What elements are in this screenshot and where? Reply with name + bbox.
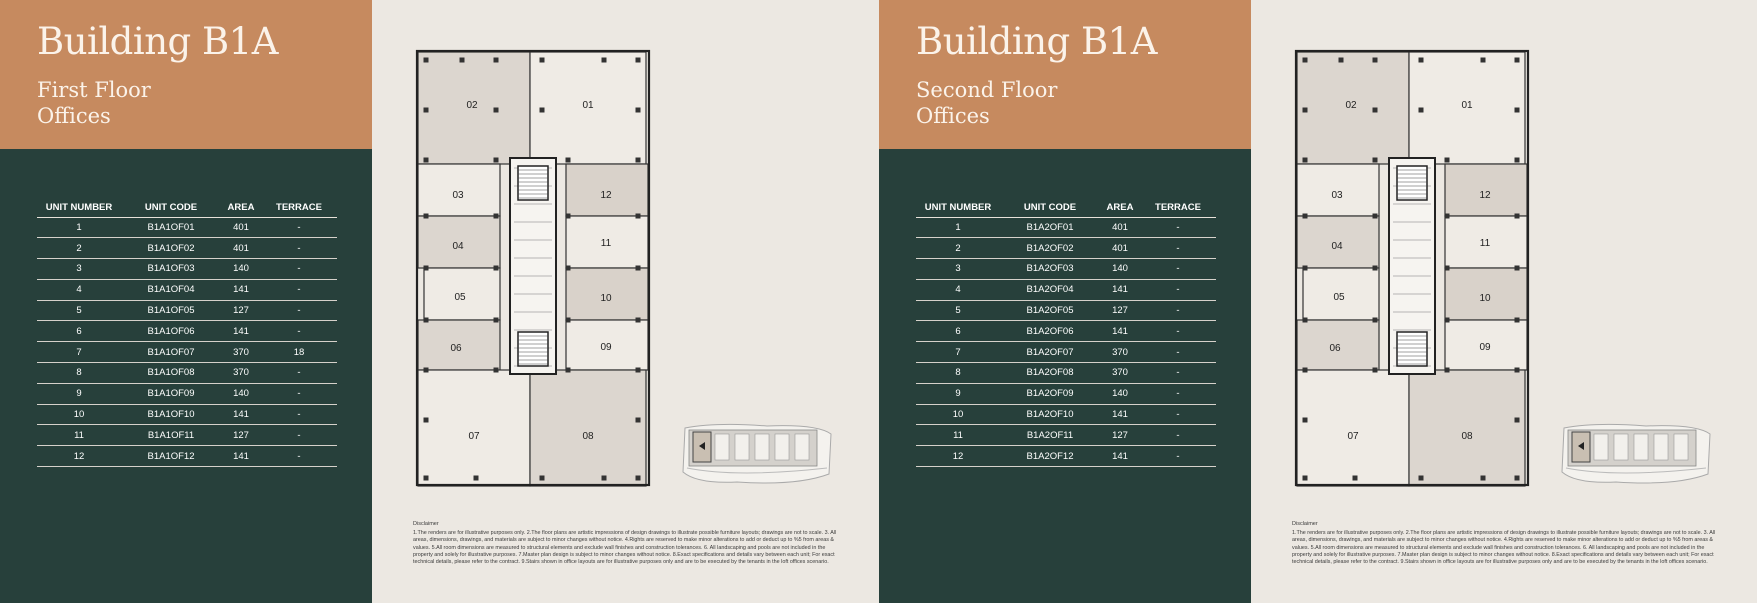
column <box>424 58 429 63</box>
column <box>1373 108 1378 113</box>
unit-code-cell: B1A1OF07 <box>121 342 221 363</box>
area-cell: 141 <box>221 404 261 425</box>
column <box>1303 58 1308 63</box>
floor-plan-drawing <box>414 48 652 488</box>
column <box>1303 266 1308 271</box>
unit-code-cell: B1A1OF12 <box>121 446 221 467</box>
column <box>1353 476 1358 481</box>
key-plan <box>677 420 835 490</box>
column <box>1373 266 1378 271</box>
terrace-cell: - <box>1140 300 1216 321</box>
unit-code-cell: B1A1OF01 <box>121 217 221 238</box>
office-unit-area <box>1409 370 1525 486</box>
terrace-cell: - <box>261 300 337 321</box>
unit-code-cell: B1A2OF01 <box>1000 217 1100 238</box>
key-plan-building <box>1614 434 1628 460</box>
unit-label: 08 <box>582 431 594 442</box>
unit-code-cell: B1A2OF11 <box>1000 425 1100 446</box>
column <box>494 214 499 219</box>
table-row <box>916 238 1216 259</box>
column <box>1515 318 1520 323</box>
table-row <box>37 363 337 384</box>
terrace-cell: 18 <box>261 342 337 363</box>
unit-number-cell: 11 <box>37 425 121 446</box>
terrace-cell: - <box>261 425 337 446</box>
column <box>1515 108 1520 113</box>
table-row <box>916 279 1216 300</box>
column <box>602 58 607 63</box>
column <box>1515 214 1520 219</box>
column <box>1303 108 1308 113</box>
key-plan <box>1556 420 1714 490</box>
unit-label: 01 <box>582 100 594 111</box>
area-cell: 127 <box>1100 300 1140 321</box>
unit-table-header <box>916 199 1216 217</box>
title-band <box>879 0 1251 149</box>
terrace-cell: - <box>261 217 337 238</box>
office-unit-area <box>1297 370 1409 486</box>
floor-name: Second Floor <box>916 78 1058 102</box>
table-row <box>37 425 337 446</box>
column <box>494 318 499 323</box>
key-plan-drawing <box>677 420 835 490</box>
terrace-cell: - <box>261 383 337 404</box>
unit-table-body <box>37 217 337 467</box>
header-area: AREA <box>221 199 261 217</box>
terrace-cell: - <box>261 404 337 425</box>
unit-label: 02 <box>466 100 478 111</box>
column <box>1445 318 1450 323</box>
terrace-cell: - <box>1140 446 1216 467</box>
key-plan-building <box>1594 434 1608 460</box>
unit-number-cell: 9 <box>916 383 1000 404</box>
unit-number-cell: 7 <box>916 342 1000 363</box>
column <box>424 158 429 163</box>
table-row <box>37 321 337 342</box>
unit-table <box>37 199 337 467</box>
column <box>1303 476 1308 481</box>
column <box>540 58 545 63</box>
office-unit-area <box>418 370 530 486</box>
column <box>636 158 641 163</box>
unit-code-cell: B1A2OF06 <box>1000 321 1100 342</box>
column <box>566 318 571 323</box>
area-cell: 370 <box>1100 342 1140 363</box>
unit-table-header <box>37 199 337 217</box>
table-row <box>37 217 337 238</box>
table-row <box>37 300 337 321</box>
column <box>424 214 429 219</box>
area-cell: 141 <box>1100 279 1140 300</box>
table-row <box>916 321 1216 342</box>
column <box>1303 158 1308 163</box>
unit-label: 11 <box>1479 238 1491 249</box>
disclaimer-text: 1.The renders are for illustrative purposes only. 2.The floor plans are artistic impressions of design drawings to illustrate possible furniture layouts; drawings are not to scale. 3. All areas, dimensions, drawings, and materials are subject to minor changes without notice. 4.Rights are reserved to make minor alterations to add or deduct up to %5 from areas & values. 5.All room dimensions are measured to structural elements and exclude wall finishes and construction tolerances. 6. All landscaping and pools are not included in the property and solely for illustrative purposes. 7.Master plan design is subject to minor changes without notice. 8.Exact specifications and details vary between each unit; For exact technical details, please refer to the contract. 9.Stairs shown in office layouts are for illustrative purposes only and are to be executed by the tenants in the loft offices scenario. <box>1292 530 1716 566</box>
unit-number-cell: 12 <box>37 446 121 467</box>
header-terrace: TERRACE <box>261 199 337 217</box>
unit-code-cell: B1A1OF11 <box>121 425 221 446</box>
unit-label: 06 <box>450 343 462 354</box>
table-row <box>37 446 337 467</box>
area-cell: 401 <box>1100 238 1140 259</box>
terrace-cell: - <box>1140 321 1216 342</box>
brochure-page-second-floor <box>879 0 1757 603</box>
unit-number-cell: 4 <box>37 279 121 300</box>
terrace-cell: - <box>261 238 337 259</box>
table-row <box>916 217 1216 238</box>
unit-number-cell: 7 <box>37 342 121 363</box>
unit-label: 10 <box>1479 293 1491 304</box>
column <box>424 476 429 481</box>
area-cell: 127 <box>221 425 261 446</box>
column <box>636 58 641 63</box>
column <box>1373 318 1378 323</box>
key-plan-building <box>1674 434 1688 460</box>
terrace-cell: - <box>261 321 337 342</box>
terrace-cell: - <box>261 279 337 300</box>
unit-number-cell: 9 <box>37 383 121 404</box>
column <box>1303 418 1308 423</box>
unit-number-cell: 3 <box>37 259 121 280</box>
header-area: AREA <box>1100 199 1140 217</box>
unit-label: 11 <box>600 238 612 249</box>
unit-table <box>916 199 1216 467</box>
column <box>494 58 499 63</box>
column <box>1445 266 1450 271</box>
stair-core <box>1397 332 1427 366</box>
unit-number-cell: 5 <box>37 300 121 321</box>
building-title: Building B1A <box>37 20 278 63</box>
unit-label: 09 <box>600 342 612 353</box>
unit-schedule-panel <box>0 0 372 603</box>
unit-number-cell: 6 <box>916 321 1000 342</box>
unit-code-cell: B1A1OF10 <box>121 404 221 425</box>
area-cell: 140 <box>1100 259 1140 280</box>
column <box>1303 368 1308 373</box>
column <box>566 266 571 271</box>
column <box>1515 158 1520 163</box>
area-cell: 127 <box>1100 425 1140 446</box>
unit-label: 04 <box>1331 241 1343 252</box>
column <box>1445 158 1450 163</box>
terrace-cell: - <box>1140 363 1216 384</box>
table-row <box>37 259 337 280</box>
unit-code-cell: B1A2OF04 <box>1000 279 1100 300</box>
unit-number-cell: 2 <box>37 238 121 259</box>
brochure-page-first-floor <box>0 0 878 603</box>
column <box>1303 214 1308 219</box>
unit-label: 01 <box>1461 100 1473 111</box>
column <box>602 476 607 481</box>
terrace-cell: - <box>1140 342 1216 363</box>
key-plan-building <box>735 434 749 460</box>
area-cell: 141 <box>221 279 261 300</box>
area-cell: 370 <box>1100 363 1140 384</box>
terrace-cell: - <box>1140 238 1216 259</box>
column <box>636 418 641 423</box>
table-row <box>916 446 1216 467</box>
unit-label: 03 <box>1331 190 1343 201</box>
column <box>540 476 545 481</box>
table-row <box>916 363 1216 384</box>
key-plan-drawing <box>1556 420 1714 490</box>
area-cell: 127 <box>221 300 261 321</box>
key-plan-building <box>775 434 789 460</box>
area-cell: 141 <box>1100 446 1140 467</box>
column <box>1373 214 1378 219</box>
unit-code-cell: B1A2OF07 <box>1000 342 1100 363</box>
unit-code-cell: B1A1OF04 <box>121 279 221 300</box>
unit-label: 05 <box>454 292 466 303</box>
building-title: Building B1A <box>916 20 1157 63</box>
column <box>636 214 641 219</box>
unit-code-cell: B1A1OF09 <box>121 383 221 404</box>
table-row <box>916 404 1216 425</box>
header-unit-code: UNIT CODE <box>1000 199 1100 217</box>
column <box>566 368 571 373</box>
disclaimer-title: Disclaimer <box>413 521 439 527</box>
unit-code-cell: B1A2OF05 <box>1000 300 1100 321</box>
unit-number-cell: 10 <box>916 404 1000 425</box>
terrace-cell: - <box>1140 217 1216 238</box>
column <box>1445 214 1450 219</box>
unit-number-cell: 1 <box>916 217 1000 238</box>
area-cell: 401 <box>221 238 261 259</box>
column <box>424 266 429 271</box>
column <box>566 214 571 219</box>
unit-label: 10 <box>600 293 612 304</box>
terrace-cell: - <box>1140 425 1216 446</box>
area-cell: 140 <box>221 259 261 280</box>
table-row <box>916 383 1216 404</box>
column <box>424 368 429 373</box>
table-row <box>37 404 337 425</box>
unit-code-cell: B1A2OF10 <box>1000 404 1100 425</box>
floor-plan <box>1293 48 1531 488</box>
unit-number-cell: 3 <box>916 259 1000 280</box>
floor-plan <box>414 48 652 488</box>
floor-plan-area <box>372 0 878 603</box>
floor-use: Offices <box>916 104 990 128</box>
key-plan-building <box>755 434 769 460</box>
terrace-cell: - <box>261 363 337 384</box>
key-plan-building <box>715 434 729 460</box>
unit-label: 03 <box>452 190 464 201</box>
terrace-cell: - <box>1140 279 1216 300</box>
unit-label: 04 <box>452 241 464 252</box>
key-plan-building <box>795 434 809 460</box>
disclaimer-title: Disclaimer <box>1292 521 1318 527</box>
column <box>1373 158 1378 163</box>
table-row <box>37 342 337 363</box>
unit-number-cell: 11 <box>916 425 1000 446</box>
column <box>474 476 479 481</box>
column <box>1419 108 1424 113</box>
area-cell: 401 <box>221 217 261 238</box>
column <box>1515 368 1520 373</box>
unit-table-body <box>916 217 1216 467</box>
column <box>1339 58 1344 63</box>
column <box>1303 318 1308 323</box>
unit-code-cell: B1A1OF05 <box>121 300 221 321</box>
floor-name: First Floor <box>37 78 151 102</box>
area-cell: 141 <box>1100 404 1140 425</box>
table-row <box>916 259 1216 280</box>
unit-code-cell: B1A2OF08 <box>1000 363 1100 384</box>
table-row <box>916 342 1216 363</box>
area-cell: 141 <box>1100 321 1140 342</box>
terrace-cell: - <box>261 446 337 467</box>
title-band <box>0 0 372 149</box>
unit-label: 09 <box>1479 342 1491 353</box>
column <box>1481 58 1486 63</box>
table-row <box>916 425 1216 446</box>
header-unit-code: UNIT CODE <box>121 199 221 217</box>
unit-number-cell: 8 <box>916 363 1000 384</box>
unit-number-cell: 2 <box>916 238 1000 259</box>
unit-number-cell: 10 <box>37 404 121 425</box>
unit-label: 07 <box>1347 431 1359 442</box>
column <box>460 58 465 63</box>
column <box>1515 266 1520 271</box>
unit-code-cell: B1A1OF03 <box>121 259 221 280</box>
unit-schedule-panel <box>879 0 1251 603</box>
terrace-cell: - <box>261 259 337 280</box>
unit-number-cell: 1 <box>37 217 121 238</box>
unit-label: 07 <box>468 431 480 442</box>
unit-code-cell: B1A1OF08 <box>121 363 221 384</box>
column <box>1373 368 1378 373</box>
column <box>494 368 499 373</box>
column <box>424 418 429 423</box>
area-cell: 370 <box>221 342 261 363</box>
office-unit-area <box>530 370 646 486</box>
terrace-cell: - <box>1140 404 1216 425</box>
area-cell: 140 <box>1100 383 1140 404</box>
disclaimer-text: 1.The renders are for illustrative purposes only. 2.The floor plans are artistic impressions of design drawings to illustrate possible furniture layouts; drawings are not to scale. 3. All areas, dimensions, drawings, and materials are subject to minor changes without notice. 4.Rights are reserved to make minor alterations to add or deduct up to %5 from areas & values. 5.All room dimensions are measured to structural elements and exclude wall finishes and construction tolerances. 6. All landscaping and pools are not included in the property and solely for illustrative purposes. 7.Master plan design is subject to minor changes without notice. 8.Exact specifications and details vary between each unit; For exact technical details, please refer to the contract. 9.Stairs shown in office layouts are for illustrative purposes only and are to be executed by the tenants in the loft offices scenario. <box>413 530 837 566</box>
area-cell: 141 <box>221 446 261 467</box>
table-row <box>37 279 337 300</box>
table-row <box>37 238 337 259</box>
area-cell: 401 <box>1100 217 1140 238</box>
stair-core <box>1397 166 1427 200</box>
area-cell: 140 <box>221 383 261 404</box>
column <box>494 108 499 113</box>
floor-use: Offices <box>37 104 111 128</box>
column <box>1419 476 1424 481</box>
column <box>1515 476 1520 481</box>
unit-number-cell: 8 <box>37 363 121 384</box>
column <box>636 476 641 481</box>
floor-plan-drawing <box>1293 48 1531 488</box>
stair-core <box>518 332 548 366</box>
column <box>1445 368 1450 373</box>
column <box>636 368 641 373</box>
unit-code-cell: B1A1OF06 <box>121 321 221 342</box>
column <box>566 158 571 163</box>
column <box>1481 476 1486 481</box>
unit-code-cell: B1A2OF12 <box>1000 446 1100 467</box>
table-row <box>916 300 1216 321</box>
column <box>424 108 429 113</box>
column <box>494 158 499 163</box>
area-cell: 370 <box>221 363 261 384</box>
unit-number-cell: 5 <box>916 300 1000 321</box>
column <box>636 318 641 323</box>
column <box>636 266 641 271</box>
unit-code-cell: B1A1OF02 <box>121 238 221 259</box>
column <box>424 318 429 323</box>
key-plan-building <box>1654 434 1668 460</box>
floor-plan-area <box>1251 0 1757 603</box>
header-unit-number: UNIT NUMBER <box>37 199 121 217</box>
terrace-cell: - <box>1140 259 1216 280</box>
unit-label: 05 <box>1333 292 1345 303</box>
header-unit-number: UNIT NUMBER <box>916 199 1000 217</box>
column <box>1515 58 1520 63</box>
stair-core <box>518 166 548 200</box>
column <box>540 108 545 113</box>
unit-code-cell: B1A2OF09 <box>1000 383 1100 404</box>
column <box>1515 418 1520 423</box>
unit-label: 08 <box>1461 431 1473 442</box>
area-cell: 141 <box>221 321 261 342</box>
column <box>494 266 499 271</box>
header-terrace: TERRACE <box>1140 199 1216 217</box>
column <box>1373 58 1378 63</box>
terrace-cell: - <box>1140 383 1216 404</box>
unit-label: 12 <box>600 190 612 201</box>
unit-label: 12 <box>1479 190 1491 201</box>
column <box>636 108 641 113</box>
unit-label: 06 <box>1329 343 1341 354</box>
unit-code-cell: B1A2OF02 <box>1000 238 1100 259</box>
unit-number-cell: 12 <box>916 446 1000 467</box>
unit-label: 02 <box>1345 100 1357 111</box>
key-plan-building <box>1634 434 1648 460</box>
unit-number-cell: 6 <box>37 321 121 342</box>
table-row <box>37 383 337 404</box>
column <box>1419 58 1424 63</box>
unit-number-cell: 4 <box>916 279 1000 300</box>
unit-code-cell: B1A2OF03 <box>1000 259 1100 280</box>
